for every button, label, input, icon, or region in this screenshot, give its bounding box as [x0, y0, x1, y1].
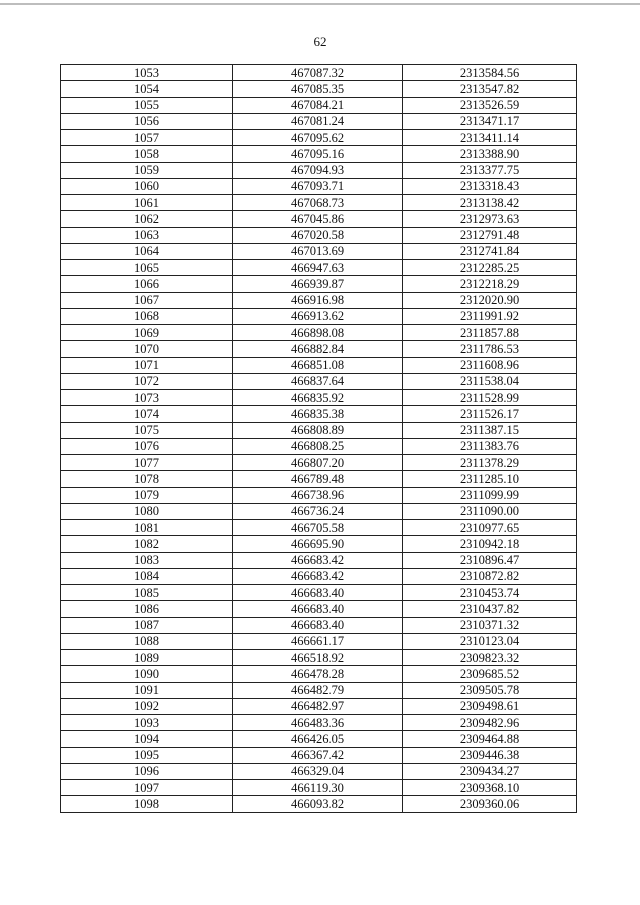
x-coordinate-cell: 467094.93	[233, 162, 403, 178]
table-row	[61, 503, 577, 519]
x-coordinate-cell: 467045.86	[233, 211, 403, 227]
table-row	[61, 243, 577, 259]
x-coordinate-cell: 466695.90	[233, 536, 403, 552]
table-row	[61, 747, 577, 763]
y-coordinate-cell: 2310977.65	[403, 520, 577, 536]
x-coordinate-cell: 466683.40	[233, 585, 403, 601]
x-coordinate-cell: 466851.08	[233, 357, 403, 373]
y-coordinate-cell: 2309685.52	[403, 666, 577, 682]
y-coordinate-cell: 2311608.96	[403, 357, 577, 373]
x-coordinate-cell: 467020.58	[233, 227, 403, 243]
point-id-cell: 1096	[61, 763, 233, 779]
y-coordinate-cell: 2311090.00	[403, 503, 577, 519]
table-row	[61, 227, 577, 243]
y-coordinate-cell: 2309498.61	[403, 698, 577, 714]
x-coordinate-cell: 466736.24	[233, 503, 403, 519]
point-id-cell: 1058	[61, 146, 233, 162]
x-coordinate-cell: 466483.36	[233, 715, 403, 731]
y-coordinate-cell: 2312973.63	[403, 211, 577, 227]
x-coordinate-cell: 466367.42	[233, 747, 403, 763]
y-coordinate-cell: 2311857.88	[403, 325, 577, 341]
point-id-cell: 1077	[61, 455, 233, 471]
y-coordinate-cell: 2311786.53	[403, 341, 577, 357]
x-coordinate-cell: 466808.25	[233, 438, 403, 454]
table-row	[61, 390, 577, 406]
table-row	[61, 65, 577, 81]
y-coordinate-cell: 2311991.92	[403, 308, 577, 324]
x-coordinate-cell: 466683.40	[233, 617, 403, 633]
x-coordinate-cell: 466807.20	[233, 455, 403, 471]
point-id-cell: 1095	[61, 747, 233, 763]
x-coordinate-cell: 466119.30	[233, 780, 403, 796]
table-row	[61, 552, 577, 568]
y-coordinate-cell: 2311538.04	[403, 373, 577, 389]
point-id-cell: 1066	[61, 276, 233, 292]
coordinates-table-body	[61, 65, 577, 813]
point-id-cell: 1081	[61, 520, 233, 536]
x-coordinate-cell: 466426.05	[233, 731, 403, 747]
table-row	[61, 520, 577, 536]
point-id-cell: 1078	[61, 471, 233, 487]
x-coordinate-cell: 466683.40	[233, 601, 403, 617]
x-coordinate-cell: 467081.24	[233, 113, 403, 129]
x-coordinate-cell: 466808.89	[233, 422, 403, 438]
x-coordinate-cell: 467093.71	[233, 178, 403, 194]
table-row	[61, 536, 577, 552]
y-coordinate-cell: 2309464.88	[403, 731, 577, 747]
x-coordinate-cell: 466939.87	[233, 276, 403, 292]
coordinates-table	[60, 64, 577, 813]
y-coordinate-cell: 2312285.25	[403, 260, 577, 276]
x-coordinate-cell: 466882.84	[233, 341, 403, 357]
table-row	[61, 195, 577, 211]
table-row	[61, 796, 577, 812]
table-row	[61, 715, 577, 731]
point-id-cell: 1091	[61, 682, 233, 698]
table-row	[61, 341, 577, 357]
x-coordinate-cell: 466789.48	[233, 471, 403, 487]
y-coordinate-cell: 2310942.18	[403, 536, 577, 552]
point-id-cell: 1071	[61, 357, 233, 373]
table-row	[61, 471, 577, 487]
point-id-cell: 1059	[61, 162, 233, 178]
table-row	[61, 325, 577, 341]
x-coordinate-cell: 466683.42	[233, 552, 403, 568]
x-coordinate-cell: 467087.32	[233, 65, 403, 81]
x-coordinate-cell: 466093.82	[233, 796, 403, 812]
point-id-cell: 1063	[61, 227, 233, 243]
y-coordinate-cell: 2313411.14	[403, 130, 577, 146]
x-coordinate-cell: 467085.35	[233, 81, 403, 97]
y-coordinate-cell: 2309434.27	[403, 763, 577, 779]
y-coordinate-cell: 2313584.56	[403, 65, 577, 81]
y-coordinate-cell: 2313318.43	[403, 178, 577, 194]
y-coordinate-cell: 2313526.59	[403, 97, 577, 113]
point-id-cell: 1086	[61, 601, 233, 617]
table-row	[61, 682, 577, 698]
x-coordinate-cell: 466835.38	[233, 406, 403, 422]
y-coordinate-cell: 2311099.99	[403, 487, 577, 503]
point-id-cell: 1068	[61, 308, 233, 324]
y-coordinate-cell: 2310896.47	[403, 552, 577, 568]
x-coordinate-cell: 466518.92	[233, 650, 403, 666]
x-coordinate-cell: 466683.42	[233, 568, 403, 584]
y-coordinate-cell: 2311528.99	[403, 390, 577, 406]
table-row	[61, 617, 577, 633]
point-id-cell: 1065	[61, 260, 233, 276]
point-id-cell: 1072	[61, 373, 233, 389]
table-row	[61, 292, 577, 308]
table-row	[61, 260, 577, 276]
point-id-cell: 1080	[61, 503, 233, 519]
point-id-cell: 1069	[61, 325, 233, 341]
x-coordinate-cell: 467084.21	[233, 97, 403, 113]
page-number: 62	[313, 34, 327, 49]
point-id-cell: 1062	[61, 211, 233, 227]
y-coordinate-cell: 2311285.10	[403, 471, 577, 487]
y-coordinate-cell: 2309505.78	[403, 682, 577, 698]
point-id-cell: 1053	[61, 65, 233, 81]
x-coordinate-cell: 466913.62	[233, 308, 403, 324]
point-id-cell: 1073	[61, 390, 233, 406]
x-coordinate-cell: 466738.96	[233, 487, 403, 503]
point-id-cell: 1084	[61, 568, 233, 584]
table-row	[61, 698, 577, 714]
point-id-cell: 1054	[61, 81, 233, 97]
y-coordinate-cell: 2311383.76	[403, 438, 577, 454]
y-coordinate-cell: 2309823.32	[403, 650, 577, 666]
y-coordinate-cell: 2311526.17	[403, 406, 577, 422]
y-coordinate-cell: 2310123.04	[403, 633, 577, 649]
point-id-cell: 1061	[61, 195, 233, 211]
table-row	[61, 162, 577, 178]
x-coordinate-cell: 466478.28	[233, 666, 403, 682]
point-id-cell: 1056	[61, 113, 233, 129]
top-scan-edge	[0, 3, 640, 5]
x-coordinate-cell: 467068.73	[233, 195, 403, 211]
y-coordinate-cell: 2309360.06	[403, 796, 577, 812]
point-id-cell: 1064	[61, 243, 233, 259]
point-id-cell: 1087	[61, 617, 233, 633]
y-coordinate-cell: 2313388.90	[403, 146, 577, 162]
y-coordinate-cell: 2309446.38	[403, 747, 577, 763]
table-row	[61, 357, 577, 373]
x-coordinate-cell: 467095.16	[233, 146, 403, 162]
x-coordinate-cell: 466898.08	[233, 325, 403, 341]
table-row	[61, 780, 577, 796]
table-row	[61, 178, 577, 194]
x-coordinate-cell: 467013.69	[233, 243, 403, 259]
y-coordinate-cell: 2312020.90	[403, 292, 577, 308]
point-id-cell: 1076	[61, 438, 233, 454]
table-row	[61, 650, 577, 666]
y-coordinate-cell: 2309368.10	[403, 780, 577, 796]
table-row	[61, 731, 577, 747]
point-id-cell: 1085	[61, 585, 233, 601]
point-id-cell: 1083	[61, 552, 233, 568]
y-coordinate-cell: 2313138.42	[403, 195, 577, 211]
point-id-cell: 1067	[61, 292, 233, 308]
point-id-cell: 1082	[61, 536, 233, 552]
table-row	[61, 276, 577, 292]
x-coordinate-cell: 466916.98	[233, 292, 403, 308]
table-row	[61, 146, 577, 162]
point-id-cell: 1055	[61, 97, 233, 113]
table-row	[61, 487, 577, 503]
point-id-cell: 1092	[61, 698, 233, 714]
y-coordinate-cell: 2312791.48	[403, 227, 577, 243]
y-coordinate-cell: 2310371.32	[403, 617, 577, 633]
x-coordinate-cell: 466705.58	[233, 520, 403, 536]
y-coordinate-cell: 2313547.82	[403, 81, 577, 97]
table-row	[61, 211, 577, 227]
table-row	[61, 455, 577, 471]
table-row	[61, 585, 577, 601]
point-id-cell: 1093	[61, 715, 233, 731]
point-id-cell: 1098	[61, 796, 233, 812]
x-coordinate-cell: 466482.97	[233, 698, 403, 714]
x-coordinate-cell: 466947.63	[233, 260, 403, 276]
point-id-cell: 1094	[61, 731, 233, 747]
x-coordinate-cell: 466661.17	[233, 633, 403, 649]
x-coordinate-cell: 467095.62	[233, 130, 403, 146]
y-coordinate-cell: 2310453.74	[403, 585, 577, 601]
x-coordinate-cell: 466837.64	[233, 373, 403, 389]
table-row	[61, 601, 577, 617]
y-coordinate-cell: 2312218.29	[403, 276, 577, 292]
y-coordinate-cell: 2312741.84	[403, 243, 577, 259]
table-row	[61, 406, 577, 422]
y-coordinate-cell: 2313377.75	[403, 162, 577, 178]
point-id-cell: 1089	[61, 650, 233, 666]
point-id-cell: 1057	[61, 130, 233, 146]
table-row	[61, 568, 577, 584]
x-coordinate-cell: 466329.04	[233, 763, 403, 779]
point-id-cell: 1074	[61, 406, 233, 422]
table-row	[61, 113, 577, 129]
point-id-cell: 1097	[61, 780, 233, 796]
table-row	[61, 97, 577, 113]
x-coordinate-cell: 466482.79	[233, 682, 403, 698]
x-coordinate-cell: 466835.92	[233, 390, 403, 406]
point-id-cell: 1075	[61, 422, 233, 438]
y-coordinate-cell: 2310872.82	[403, 568, 577, 584]
table-row	[61, 81, 577, 97]
table-row	[61, 438, 577, 454]
table-row	[61, 763, 577, 779]
table-row	[61, 633, 577, 649]
point-id-cell: 1090	[61, 666, 233, 682]
point-id-cell: 1088	[61, 633, 233, 649]
table-row	[61, 308, 577, 324]
y-coordinate-cell: 2311387.15	[403, 422, 577, 438]
table-row	[61, 373, 577, 389]
y-coordinate-cell: 2311378.29	[403, 455, 577, 471]
table-row	[61, 666, 577, 682]
y-coordinate-cell: 2310437.82	[403, 601, 577, 617]
point-id-cell: 1070	[61, 341, 233, 357]
table-row	[61, 130, 577, 146]
point-id-cell: 1079	[61, 487, 233, 503]
y-coordinate-cell: 2309482.96	[403, 715, 577, 731]
table-row	[61, 422, 577, 438]
y-coordinate-cell: 2313471.17	[403, 113, 577, 129]
point-id-cell: 1060	[61, 178, 233, 194]
